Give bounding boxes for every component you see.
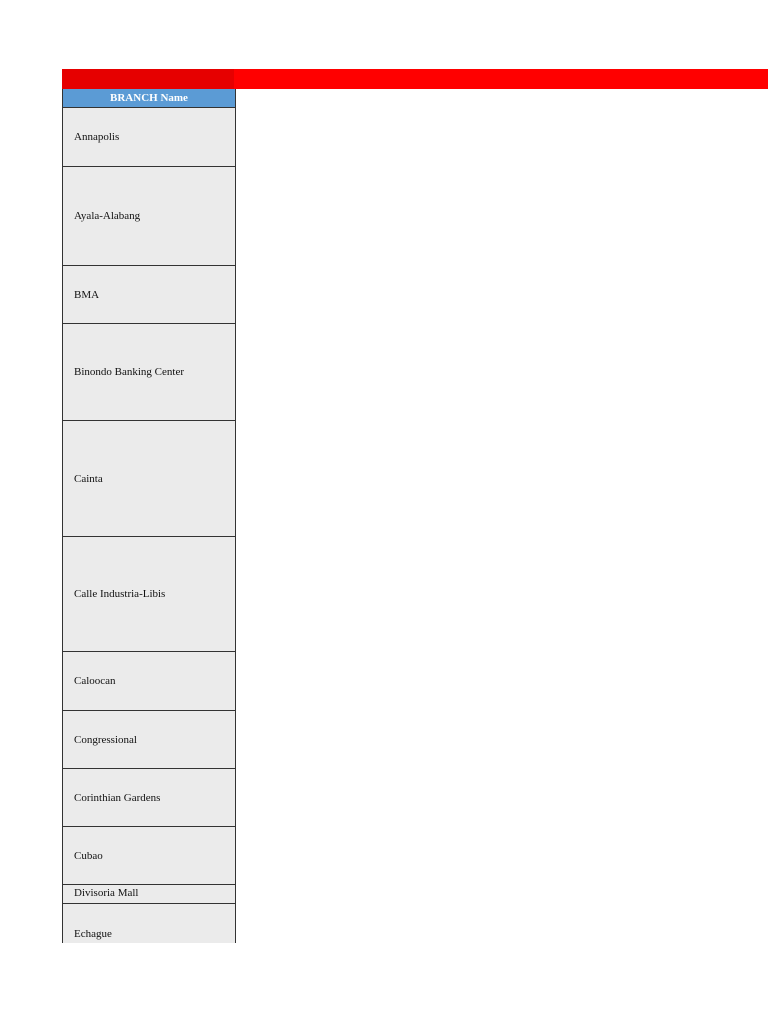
title-bar-left — [62, 69, 234, 89]
table-row[interactable]: Ayala-Alabang — [63, 167, 235, 266]
table-row[interactable]: Annapolis — [63, 108, 235, 167]
table-row[interactable]: BMA — [63, 266, 235, 324]
title-bar — [234, 69, 768, 89]
table-row[interactable]: Binondo Banking Center — [63, 324, 235, 421]
table-row[interactable]: Caloocan — [63, 652, 235, 711]
branch-name-header: BRANCH Name — [63, 89, 235, 108]
table-row[interactable]: Cubao — [63, 827, 235, 885]
branch-table — [62, 89, 236, 943]
table-row[interactable]: Echague — [63, 904, 235, 943]
table-row[interactable]: Corinthian Gardens — [63, 769, 235, 827]
table-row[interactable]: Congressional — [63, 711, 235, 769]
table-row[interactable]: Divisoria Mall — [63, 885, 235, 904]
table-row[interactable]: Calle Industria-Libis — [63, 537, 235, 652]
table-row[interactable]: Cainta — [63, 421, 235, 537]
